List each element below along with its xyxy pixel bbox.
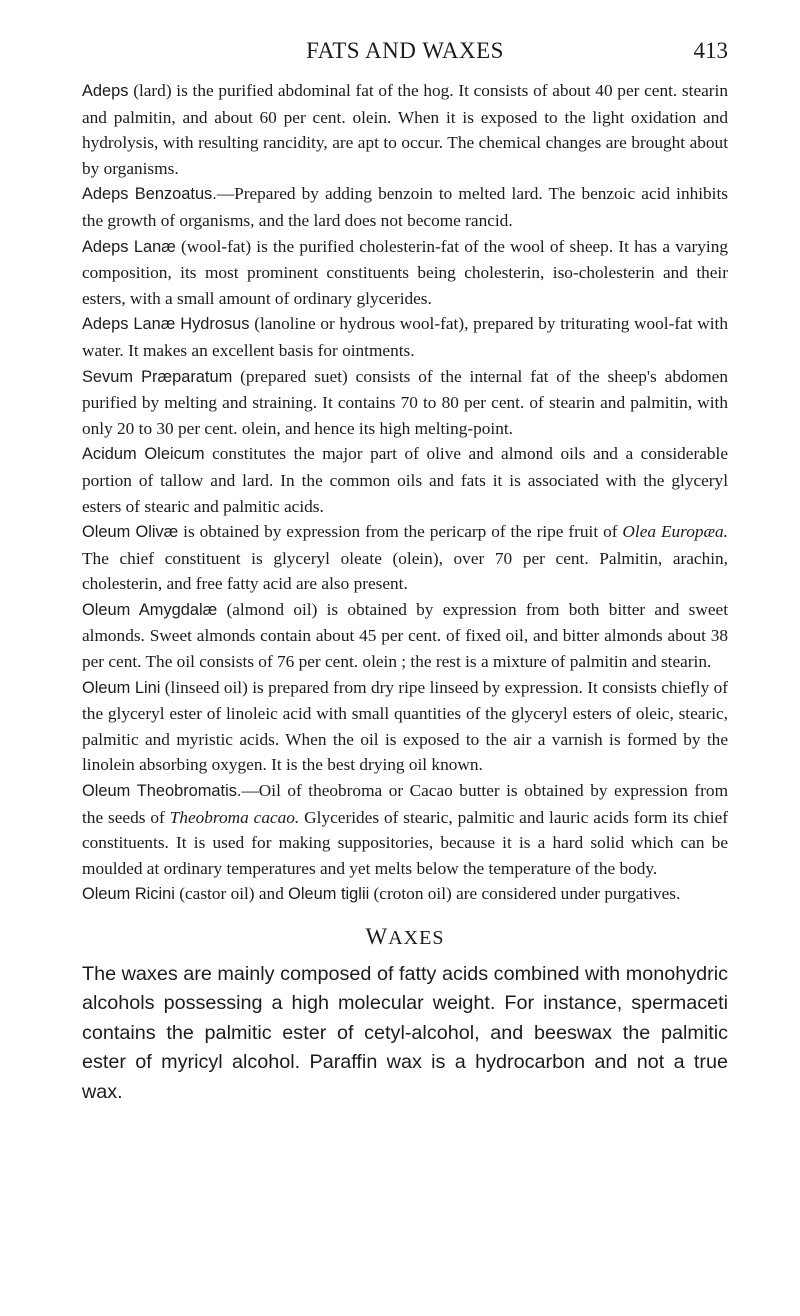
entry-term: Oleum Lini xyxy=(82,678,161,697)
entry-oleum-ricini xyxy=(82,881,728,908)
entry-adeps xyxy=(82,78,728,181)
entry-text: —Oil of theobroma or Cacao butter is obtained by expression from the seeds of xyxy=(82,781,729,827)
entry-text: (almond oil) is obtained by expression from both bitter and sweet almonds. Sweet almonds contain about 45 per cent. of fixed oil, and bitter almonds about 38 per cent. The oil consists of 76 per cent. olein ; the rest is a mixture of palmitin and stearin. xyxy=(82,599,728,672)
entry-text: Glycerides of stearic, palmitic and lauric acids form its chief constituents. It is used for making suppositories, because it is a hard solid which can be moulded at ordinary temperatures and yet melts below the temperature of the body. xyxy=(82,807,729,878)
page-number: 413 xyxy=(693,38,728,63)
entry-text: (lard) is the purified abdominal fat of the hog. It consists of about 40 per cent. stearin and palmitin, and about 60 per cent. olein. When it is exposed to the light oxidation and hydrolysis, with resulting rancidity, are apt to occur. The chemical changes are brought about by organisms. xyxy=(82,81,728,178)
entry-sevum-praeparatum xyxy=(82,364,728,442)
heading-initial: W xyxy=(365,924,389,949)
entry-term: Acidum Oleicum xyxy=(82,445,205,464)
entry-term: Oleum Amygdalæ xyxy=(82,600,218,619)
heading-rest: AXES xyxy=(388,927,445,949)
entry-text: (castor oil) and xyxy=(174,884,289,904)
waxes-paragraph: The waxes are mainly composed of fatty acids combined with monohydric alcohols possessing a high molecular weight. For instance, spermaceti contains the palmitic ester of cetyl-alcohol, and beeswax the palmitic ester of myricyl alcohol. Paraffin wax is a hydrocarbon and not a true wax. xyxy=(82,963,728,1103)
entry-text: The chief constituent is glyceryl oleate (olein), over 70 per cent. Palmitin, arachin, cholesterin, and free fatty acid are also present. xyxy=(82,548,728,594)
fats-entries xyxy=(82,78,728,908)
page-header xyxy=(82,28,728,78)
entry-term: Adeps Benzoatus. xyxy=(82,185,217,204)
section-heading-waxes xyxy=(82,924,728,950)
entry-text: (wool-fat) is the purified cholesterin-fat of the wool of sheep. It has a varying composition, its most prominent constituents being cholesterin, iso-cholesterin and their esters, with a small amount of ordinary glycerides. xyxy=(82,236,728,308)
entry-adeps-benzoatus xyxy=(82,181,728,233)
entry-term: Sevum Præparatum xyxy=(82,367,233,386)
entry-term: Oleum Ricini xyxy=(82,885,175,904)
book-page xyxy=(82,28,728,1107)
entry-term: Adeps Lanæ xyxy=(82,237,176,256)
latin-name: Theobroma cacao. xyxy=(169,807,300,827)
entry-acidum-oleicum xyxy=(82,441,728,519)
entry-text: is obtained by expression from the pericarp of the ripe fruit of xyxy=(178,522,623,542)
entry-adeps-lanae-hydrosus xyxy=(82,311,728,363)
entry-term: Adeps Lanæ Hydrosus xyxy=(82,315,250,334)
entry-text: constitutes the major part of olive and almond oils and a considerable portion of tallow and lard. In the common oils and fats it is associated with the glyceryl esters of stearic and palmitic acids. xyxy=(82,444,729,516)
entry-text: (lanoline or hydrous wool-fat), prepared by triturating wool-fat with water. It makes an excellent basis for ointments. xyxy=(82,314,728,360)
entry-oleum-lini xyxy=(82,675,728,778)
entry-oleum-olivae xyxy=(82,519,728,597)
entry-text: (linseed oil) is prepared from dry ripe linseed by expression. It consists chiefly of the glyceryl ester of linoleic acid with small quantities of the glyceryl esters of oleic, stearic, palmitic and myristic acids. When the oil is exposed to the air a varnish is formed by the linolein absorbing oxygen. It is the best drying oil known. xyxy=(82,677,728,775)
entry-term-secondary: Oleum tiglii xyxy=(288,885,370,904)
entry-adeps-lanae xyxy=(82,234,728,312)
entry-text: —Prepared by adding benzoin to melted lard. The benzoic acid inhibits the growth of organisms, and the lard does not become rancid. xyxy=(82,184,728,230)
entry-oleum-amygdalae xyxy=(82,597,728,675)
entry-oleum-theobromatis xyxy=(82,778,728,881)
entry-term: Adeps xyxy=(82,82,129,100)
running-title: FATS AND WAXES xyxy=(306,38,504,63)
entry-text: (croton oil) are considered under purgatives. xyxy=(369,884,681,904)
entry-term: Oleum Theobromatis. xyxy=(82,782,242,801)
entry-text: (prepared suet) consists of the internal fat of the sheep's abdomen purified by melting and straining. It contains 70 to 80 per cent. of stearin and palmitin, with only 20 to 30 per cent. olein, and hence its high melting-point. xyxy=(82,366,728,438)
entry-term: Oleum Olivæ xyxy=(82,523,179,542)
latin-name: Olea Europæa. xyxy=(622,522,728,542)
